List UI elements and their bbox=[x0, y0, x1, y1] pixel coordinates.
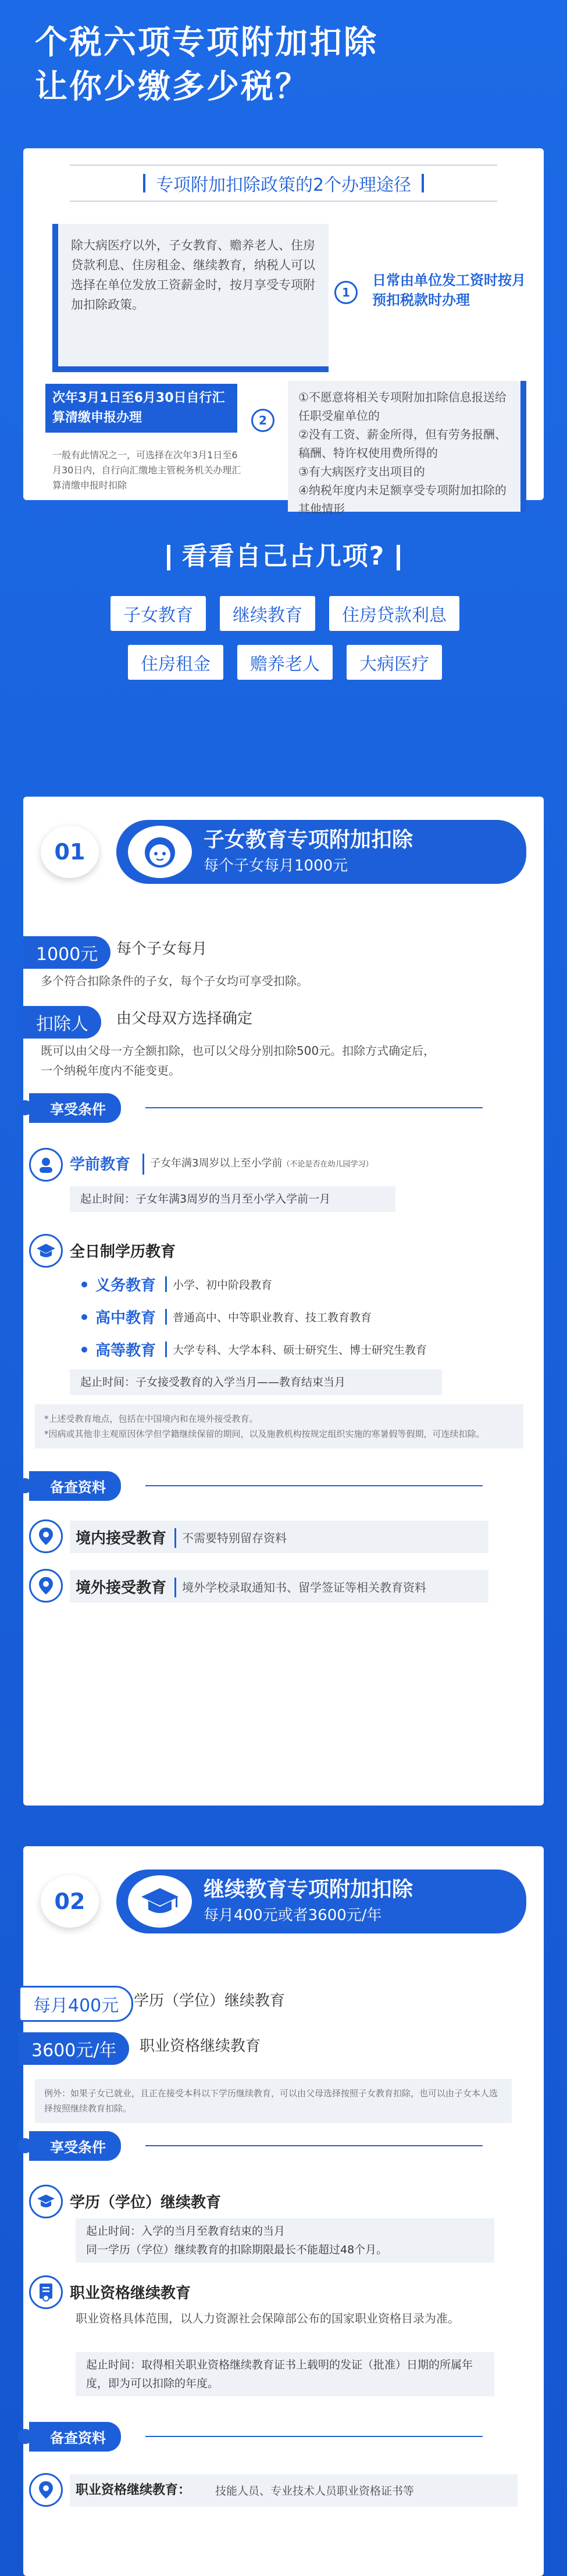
sec1-header bbox=[41, 820, 526, 884]
sec2-conditions-rule bbox=[145, 2145, 483, 2146]
sec1-person-pill: 扣除人 bbox=[23, 1006, 101, 1039]
fulltime-item-key: 义务教育 bbox=[95, 1277, 156, 1294]
child-face-icon bbox=[128, 826, 192, 878]
sec2-conditions-header bbox=[17, 2131, 121, 2160]
fulltime-item-key: 高中教育 bbox=[95, 1310, 156, 1327]
preschool-desc-text: 子女年满3周岁以上至小学前 bbox=[150, 1157, 283, 1169]
look-bar-left bbox=[167, 545, 170, 570]
header-dot bbox=[17, 1478, 33, 1493]
doc1-desc: 不需要特别留存资料 bbox=[174, 1528, 287, 1548]
sec2-doc-desc: 技能人员、专业技术人员职业资格证书等 bbox=[215, 2485, 415, 2497]
edu-title: 学历（学位）继续教育 bbox=[70, 2194, 222, 2211]
diploma-icon bbox=[29, 2185, 63, 2218]
fulltime-title: 全日制学历教育 bbox=[70, 1243, 176, 1261]
certificate-icon bbox=[29, 2275, 63, 2309]
ways-box2-text: ①不愿意将相关专项附加扣除信息报送给任职受雇单位的 ②没有工资、薪金所得，但有劳务报酬、稿酬、特许权使用费所得的 ③有大病医疗支出项目的 ④纳税年度内未足额享受专项附加扣除的其他情形 bbox=[298, 390, 507, 516]
ways-title bbox=[70, 165, 497, 202]
preschool-title: 学前教育 bbox=[70, 1156, 131, 1173]
way2-note: 一般有此情况之一，可选择在次年3月1日至6月30日内，自行向汇缴地主管税务机关办理汇算清缴申报时扣除 bbox=[52, 449, 241, 491]
header-dot bbox=[17, 2429, 33, 2444]
sec2-title: 继续教育专项附加扣除 bbox=[204, 1878, 413, 1901]
title-bar-right bbox=[422, 174, 424, 192]
fulltime-item bbox=[81, 1273, 272, 1295]
sec2-header bbox=[41, 1869, 526, 1933]
way2-number: 2 bbox=[251, 409, 274, 432]
sec2-monthly-label: 学历（学位）继续教育 bbox=[134, 1992, 286, 2010]
preschool-start: 起止时间：子女年满3周岁的当月至小学入学前一月 bbox=[70, 1186, 395, 1212]
tag-housing-rent: 住房租金 bbox=[128, 645, 223, 680]
location-icon bbox=[29, 1519, 63, 1553]
job-desc: 职业资格具体范围，以人力资源社会保障部公布的国家职业资格目录为准。 bbox=[76, 2311, 459, 2325]
sec1-subtitle: 每个子女每月1000元 bbox=[204, 857, 348, 875]
bullet-dot bbox=[81, 1347, 87, 1353]
title-bar-left bbox=[143, 174, 145, 192]
sec2-number: 02 bbox=[41, 1875, 99, 1928]
sec1-amount-desc: 多个符合扣除条件的子女，每个子女均可享受扣除。 bbox=[41, 974, 308, 988]
location-icon bbox=[29, 1569, 63, 1603]
sec1-docs-rule bbox=[145, 1485, 483, 1486]
edu-start bbox=[76, 2218, 494, 2263]
sec2-doc-title: 职业资格继续教育： bbox=[76, 2483, 191, 2497]
sec2-docs-rule bbox=[145, 2436, 483, 2437]
fulltime-item-value: 小学、初中阶段教育 bbox=[165, 1276, 272, 1292]
sec2-subtitle: 每月400元或者3600元/年 bbox=[204, 1907, 382, 1924]
way1-label: 日常由单位发工资时按月预扣税款时办理 bbox=[372, 272, 526, 308]
sec1-amount-pill: 1000元 bbox=[23, 936, 110, 969]
sec2-yearly-label: 职业资格继续教育 bbox=[140, 2038, 261, 2055]
sec2-docs-header bbox=[17, 2422, 121, 2451]
sec2-monthly-pill: 每月400元 bbox=[19, 1986, 133, 2022]
sec1-docs-header bbox=[17, 1471, 121, 1500]
way1-number: 1 bbox=[334, 281, 358, 304]
location-icon bbox=[29, 2473, 63, 2507]
tag-continuing-education: 继续教育 bbox=[220, 596, 315, 631]
section-continuing-education bbox=[23, 1846, 544, 2576]
fulltime-item-value: 大学专科、大学本科、硕士研究生、博士研究生教育 bbox=[165, 1341, 427, 1357]
bullet-dot bbox=[81, 1282, 87, 1287]
sec1-conditions-rule bbox=[145, 1107, 483, 1108]
tag-housing-loan-interest: 住房贷款利息 bbox=[329, 596, 459, 631]
doc2-desc: 境外学校录取通知书、留学签证等相关教育资料 bbox=[174, 1578, 426, 1597]
ways-box1-underline bbox=[52, 366, 329, 372]
sec1-amount-label: 每个子女每月 bbox=[116, 940, 208, 958]
section-child-education bbox=[23, 797, 544, 1806]
hero-title-line1: 个税六项专项附加扣除 bbox=[35, 24, 378, 62]
preschool-icon bbox=[29, 1148, 63, 1182]
sec1-person-label: 由父母双方选择确定 bbox=[116, 1010, 253, 1027]
sec2-yearly-pill: 3600元/年 bbox=[19, 2032, 129, 2065]
job-start: 起止时间：取得相关职业资格继续教育证书上载明的发证（批准）日期的所属年度，即为可以扣除的年度。 bbox=[76, 2352, 494, 2396]
doc2-title: 境外接受教育 bbox=[76, 1579, 167, 1597]
preschool-desc-note: （不论是否在幼儿园学习） bbox=[282, 1160, 373, 1169]
sec2-docs-label: 备查资料 bbox=[29, 2422, 121, 2452]
preschool-desc bbox=[142, 1154, 373, 1175]
look-title bbox=[0, 535, 567, 572]
sec2-example: 例外：如果子女已就业，且正在接受本科以下学历继续教育，可以由父母选择按照子女教育扣除，也可以由子女本人选择按照继续教育扣除。 bbox=[35, 2079, 512, 2123]
sec1-conditions-label: 享受条件 bbox=[29, 1093, 121, 1123]
fulltime-start: 起止时间：子女接受教育的入学当月——教育结束当月 bbox=[70, 1369, 442, 1395]
fulltime-item-key: 高等教育 bbox=[95, 1342, 156, 1360]
job-title: 职业资格继续教育 bbox=[70, 2285, 191, 2302]
way2-label: 次年3月1日至6月30日自行汇算清缴申报办理 bbox=[45, 384, 237, 433]
sec1-conditions-header bbox=[17, 1093, 121, 1122]
fulltime-item bbox=[81, 1306, 372, 1328]
ways-box2 bbox=[288, 381, 526, 516]
header-dot bbox=[17, 1100, 33, 1115]
sec1-note: *上述受教育地点，包括在中国境内和在境外接受教育。 *因病或其他非主观原因休学但学籍继续保留的期间，以及施教机构按规定组织实施的寒暑假等假期，可连续扣除。 bbox=[35, 1404, 523, 1448]
sec2-conditions-label: 享受条件 bbox=[29, 2131, 121, 2161]
deduction-tags bbox=[87, 596, 483, 680]
ways-title-text: 专项附加扣除政策的2个办理途径 bbox=[155, 175, 412, 195]
bullet-dot bbox=[81, 1314, 87, 1320]
fulltime-item-value: 普通高中、中等职业教育、技工教育教育 bbox=[165, 1309, 372, 1325]
ways-box1: 除大病医疗以外，子女教育、赡养老人、住房贷款利息、住房租金、继续教育，纳税人可以选择在单位发放工资薪金时，按月享受专项附加扣除政策。 bbox=[52, 224, 329, 366]
doc1-title: 境内接受教育 bbox=[76, 1530, 167, 1547]
sec1-docs-label: 备查资料 bbox=[29, 1471, 121, 1501]
fulltime-item bbox=[81, 1339, 427, 1360]
tag-child-education: 子女教育 bbox=[110, 596, 206, 631]
look-bar-right bbox=[397, 545, 400, 570]
tag-elderly-support: 赡养老人 bbox=[237, 645, 333, 680]
hero-title-line2: 让你少缴多少税？ bbox=[35, 68, 309, 106]
sec1-title: 子女教育专项附加扣除 bbox=[204, 828, 413, 852]
ways-card bbox=[23, 148, 544, 516]
edu-start-line2: 同一学历（学位）继续教育的扣除期限最长不能超过48个月。 bbox=[86, 2243, 388, 2256]
hero bbox=[0, 0, 567, 109]
edu-start-line1: 起止时间：入学的当月至教育结束的当月 bbox=[86, 2225, 286, 2238]
tag-serious-illness: 大病医疗 bbox=[347, 645, 442, 680]
sec1-person-desc: 既可以由父母一方全额扣除，也可以父母分别扣除500元。扣除方式确定后，一个纳税年度内不能变更。 bbox=[41, 1044, 436, 1078]
header-dot bbox=[17, 2138, 33, 2153]
graduation-cap-icon bbox=[128, 1875, 192, 1928]
sec1-number: 01 bbox=[41, 826, 99, 878]
look-title-text: 看看自己占几项? bbox=[181, 541, 386, 571]
graduation-icon bbox=[29, 1234, 63, 1268]
